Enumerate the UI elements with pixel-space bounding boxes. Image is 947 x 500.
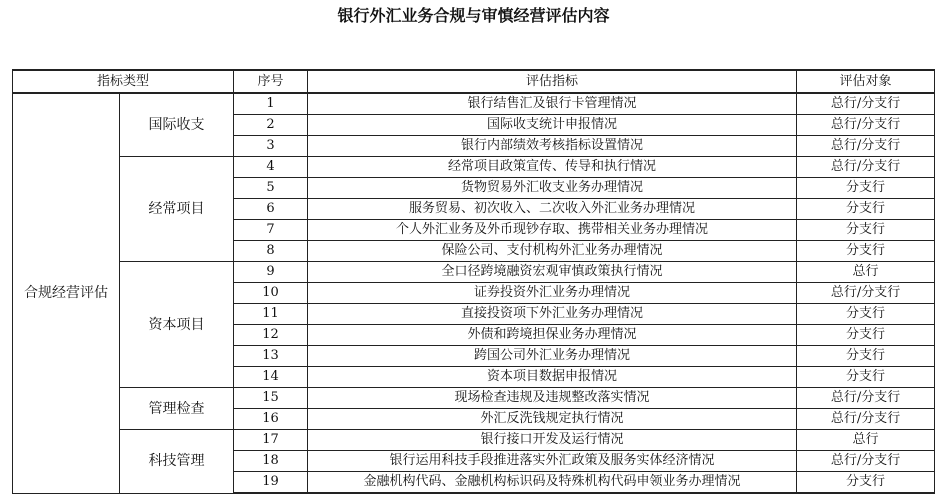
header-seq: 序号 bbox=[234, 70, 308, 93]
indicator-cell: 货物贸易外汇收支业务办理情况 bbox=[308, 178, 797, 199]
seq-cell: 4 bbox=[234, 157, 308, 178]
indicator-cell: 证券投资外汇业务办理情况 bbox=[308, 283, 797, 304]
target-cell: 总行/分支行 bbox=[797, 388, 935, 409]
target-cell: 总行/分支行 bbox=[797, 136, 935, 157]
header-indicator-type: 指标类型 bbox=[13, 70, 234, 93]
indicator-cell: 保险公司、支付机构外汇业务办理情况 bbox=[308, 241, 797, 262]
seq-cell: 7 bbox=[234, 220, 308, 241]
seq-cell: 15 bbox=[234, 388, 308, 409]
target-cell: 总行/分支行 bbox=[797, 115, 935, 136]
indicator-cell: 银行内部绩效考核指标设置情况 bbox=[308, 136, 797, 157]
indicator-cell: 现场检查违规及违规整改落实情况 bbox=[308, 388, 797, 409]
seq-cell: 5 bbox=[234, 178, 308, 199]
target-cell: 分支行 bbox=[797, 472, 935, 494]
seq-cell: 8 bbox=[234, 241, 308, 262]
indicator-cell: 资本项目数据申报情况 bbox=[308, 367, 797, 388]
target-cell: 总行/分支行 bbox=[797, 283, 935, 304]
indicator-cell: 经常项目政策宣传、传导和执行情况 bbox=[308, 157, 797, 178]
category-cell: 合规经营评估 bbox=[13, 93, 120, 493]
seq-cell: 18 bbox=[234, 451, 308, 472]
indicator-cell: 外汇反洗钱规定执行情况 bbox=[308, 409, 797, 430]
indicator-cell: 金融机构代码、金融机构标识码及特殊机构代码申领业务办理情况 bbox=[308, 472, 797, 494]
group-cell: 科技管理 bbox=[120, 430, 234, 494]
indicator-cell: 外债和跨境担保业务办理情况 bbox=[308, 325, 797, 346]
seq-cell: 14 bbox=[234, 367, 308, 388]
seq-cell: 2 bbox=[234, 115, 308, 136]
target-cell: 分支行 bbox=[797, 241, 935, 262]
target-cell: 分支行 bbox=[797, 199, 935, 220]
target-cell: 总行/分支行 bbox=[797, 409, 935, 430]
seq-cell: 12 bbox=[234, 325, 308, 346]
target-cell: 总行/分支行 bbox=[797, 157, 935, 178]
seq-cell: 11 bbox=[234, 304, 308, 325]
group-cell: 经常项目 bbox=[120, 157, 234, 262]
page-title: 银行外汇业务合规与审慎经营评估内容 bbox=[337, 6, 610, 25]
seq-cell: 3 bbox=[234, 136, 308, 157]
seq-cell: 16 bbox=[234, 409, 308, 430]
indicator-cell: 银行接口开发及运行情况 bbox=[308, 430, 797, 451]
evaluation-table bbox=[12, 69, 935, 494]
target-cell: 总行/分支行 bbox=[797, 93, 935, 115]
table-row bbox=[13, 157, 935, 178]
table-row bbox=[13, 93, 935, 115]
group-cell: 资本项目 bbox=[120, 262, 234, 388]
seq-cell: 6 bbox=[234, 199, 308, 220]
group-cell: 管理检查 bbox=[120, 388, 234, 430]
target-cell: 分支行 bbox=[797, 346, 935, 367]
target-cell: 总行 bbox=[797, 430, 935, 451]
header-target: 评估对象 bbox=[797, 70, 935, 93]
indicator-cell: 银行结售汇及银行卡管理情况 bbox=[308, 93, 797, 115]
target-cell: 总行/分支行 bbox=[797, 451, 935, 472]
indicator-cell: 直接投资项下外汇业务办理情况 bbox=[308, 304, 797, 325]
indicator-cell: 银行运用科技手段推进落实外汇政策及服务实体经济情况 bbox=[308, 451, 797, 472]
table-row bbox=[13, 262, 935, 283]
indicator-cell: 个人外汇业务及外币现钞存取、携带相关业务办理情况 bbox=[308, 220, 797, 241]
indicator-cell: 跨国公司外汇业务办理情况 bbox=[308, 346, 797, 367]
seq-cell: 9 bbox=[234, 262, 308, 283]
indicator-cell: 服务贸易、初次收入、二次收入外汇业务办理情况 bbox=[308, 199, 797, 220]
indicator-cell: 国际收支统计申报情况 bbox=[308, 115, 797, 136]
target-cell: 分支行 bbox=[797, 367, 935, 388]
group-cell: 国际收支 bbox=[120, 93, 234, 157]
seq-cell: 10 bbox=[234, 283, 308, 304]
target-cell: 分支行 bbox=[797, 178, 935, 199]
seq-cell: 17 bbox=[234, 430, 308, 451]
seq-cell: 1 bbox=[234, 93, 308, 115]
target-cell: 分支行 bbox=[797, 304, 935, 325]
seq-cell: 13 bbox=[234, 346, 308, 367]
table-header-row bbox=[13, 70, 935, 93]
target-cell: 分支行 bbox=[797, 325, 935, 346]
table-row bbox=[13, 388, 935, 409]
seq-cell: 19 bbox=[234, 472, 308, 494]
header-indicator: 评估指标 bbox=[308, 70, 797, 93]
target-cell: 总行 bbox=[797, 262, 935, 283]
table-row bbox=[13, 430, 935, 451]
target-cell: 分支行 bbox=[797, 220, 935, 241]
indicator-cell: 全口径跨境融资宏观审慎政策执行情况 bbox=[308, 262, 797, 283]
